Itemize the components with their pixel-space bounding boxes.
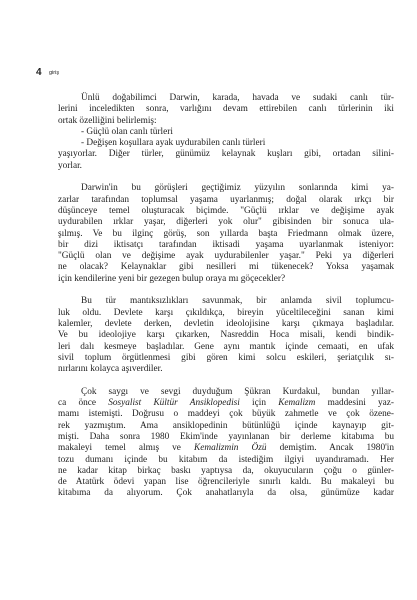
body-text xyxy=(58,93,394,500)
text-line: "Güçlü olan ve değişime ayak uydurabilenler yaşar." Peki ya diğerleri xyxy=(58,251,394,262)
text-line: Çok saygı ve sevgi duyduğum Şükran Kurdakul, bundan yıllar- xyxy=(81,386,394,397)
text-line: rek yazmıştım. Ama ansiklopedinin bütünlüğü içinde kaynayıp git- xyxy=(58,420,394,431)
text-line: kalemler, devlete derken, devletin ideolojisine karşı çıkmaya başladılar. xyxy=(58,318,394,329)
text-line: mamı istemişti. Doğrusu o maddeyi çok büyük zahmetle ve çok özene- xyxy=(58,409,394,420)
text-line: sivil toplum örgütlenmesi gibi gören kimi solcu eskileri, şeriatçılık sı- xyxy=(58,352,394,363)
text-line: makaleyi temel almış ve Kemalizmin Özü demiştim. Ancak 1980'in xyxy=(58,443,394,454)
text-line: mişti. Daha sonra 1980 Ekim'inde yayınlanan bir derleme kitabıma bu xyxy=(58,431,394,442)
text-line: ortak özelliğini belirlemiş: xyxy=(58,115,157,126)
text-line: nırlarını kolayca aşıverdiler. xyxy=(58,364,163,375)
text-line: Bu tür mantıksızlıkları savunmak, bir anlamda sivil toplumcu- xyxy=(81,296,394,307)
text-line: ne olacak? Kelaynaklar gibi nesilleri mi tükenecek? Yoksa yaşamak xyxy=(58,262,394,273)
text-line: için kendilerine yeni bir gezegen bulup oraya mı göçecekler? xyxy=(58,273,286,284)
list-item: - Güçlü olan canlı türleri xyxy=(81,126,173,137)
page-number: 4 xyxy=(36,67,42,78)
text-line: leri dalı kesmeye başladılar. Gene aynı mantık içinde cemaati, en ufak xyxy=(58,341,394,352)
text-line: bir dizi iktisatçı tarafından iktisadi yaşama uyarlanmak isteniyor: xyxy=(58,239,394,250)
text-line: de Atatürk ödevi yapan lise öğrencileriyle sınırlı kaldı. Bu makaleyi bu xyxy=(58,477,394,488)
text-line: ca önce Sosyalist Kültür Ansiklopedisi için Kemalizm maddesini yaz- xyxy=(58,398,395,409)
text-line: yaşıyorlar. Diğer türler, günümüz kelaynak kuşları gibi, ortadan silini- xyxy=(58,149,394,160)
running-header xyxy=(36,62,59,80)
text-line: tozu dumanı içinde bu kitabım da istediğim ilgiyi uyandıramadı. Her xyxy=(58,454,394,465)
text-line: luk oldu. Devlete karşı çıkıldıkça, bireyin yüceltileceğini sanan kimi xyxy=(58,307,394,318)
list-item: - Değişen koşullara ayak uydurabilen canlı türleri xyxy=(81,138,266,149)
text-line: şılmış. Ve bu ilginç görüş, son yıllarda başta Friedmann olmak üzere, xyxy=(58,228,394,239)
text-line: kitabıma da alıyorum. Çok anahatlarıyla da olsa, günümüze kadar xyxy=(58,488,394,499)
text-line: Ünlü doğabilimci Darwin, karada, havada ve sudaki canlı tür- xyxy=(81,93,394,103)
text-line: düşünceye temel oluşturacak biçimde. "Güçlü ırklar ve değişime ayak xyxy=(58,205,394,216)
text-line: Ve bu ideolojiye karşı çıkarken, Nasreddin Hoca misali, kendi bindik- xyxy=(58,330,394,341)
text-line: yorlar. xyxy=(58,160,83,171)
section-label: giriş xyxy=(49,70,60,76)
text-line: zarlar tarafından toplumsal yaşama uyarlanmış; doğal olarak ırkçı bir xyxy=(58,194,394,205)
text-line: ne kadar kitap birkaç baskı yaptıysa da, okuyucuların çoğu o günler- xyxy=(58,465,394,476)
text-line: lerini inceledikten sonra, varlığını devam ettirebilen canlı türlerinin iki xyxy=(58,104,394,115)
text-line: uydurabilen ırklar yaşar, diğerleri yok olur" gibisinden bir sonuca ula- xyxy=(58,217,394,228)
text-line: Darwin'in bu görüşleri geçtiğimiz yüzyılın sonlarında kimi ya- xyxy=(81,183,394,194)
